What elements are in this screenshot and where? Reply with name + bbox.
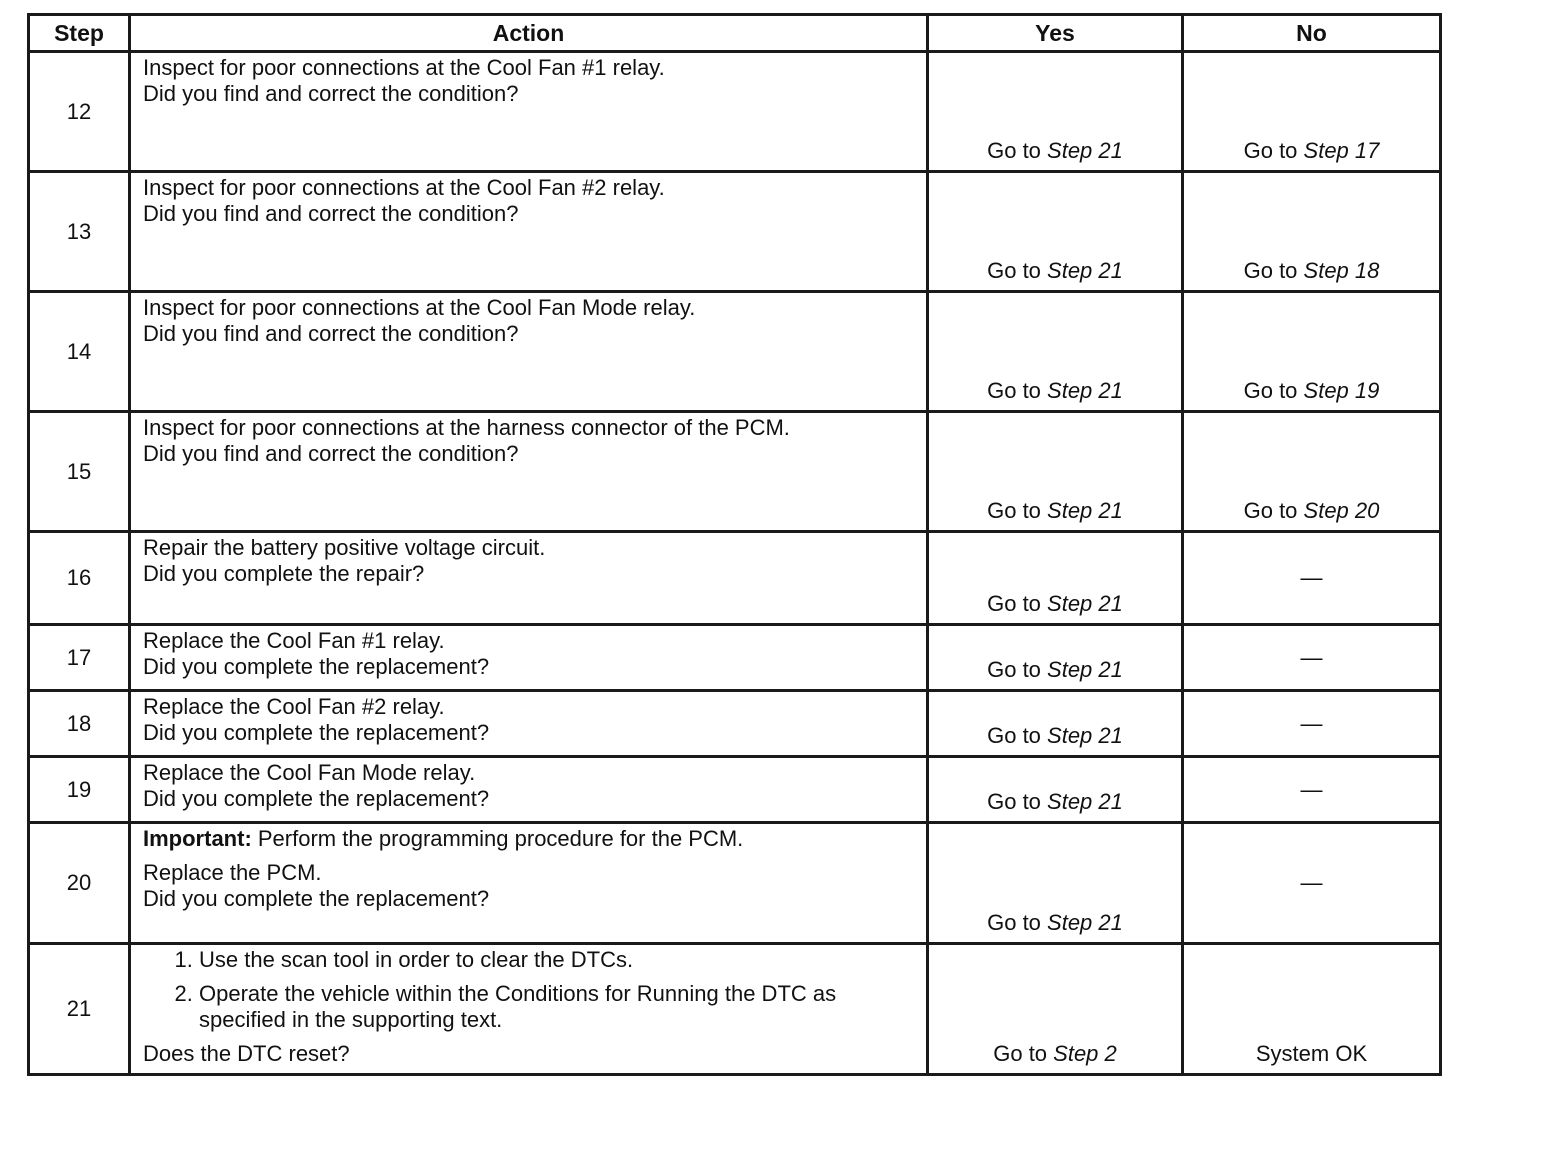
- action-question: Did you complete the replacement?: [143, 786, 490, 811]
- action-cell: [130, 757, 928, 823]
- header-step: Step: [29, 15, 130, 52]
- no-cell: Go to Step 17: [1183, 52, 1441, 172]
- no-cell: —: [1183, 532, 1441, 625]
- yes-step-link: Step 21: [1047, 591, 1123, 616]
- step-number: 19: [29, 757, 130, 823]
- action-question: Does the DTC reset?: [143, 1041, 350, 1066]
- action-question: Did you complete the repair?: [143, 561, 425, 586]
- step-number: 17: [29, 625, 130, 691]
- no-cell: —: [1183, 625, 1441, 691]
- table-row: [29, 292, 1441, 412]
- no-cell: —: [1183, 823, 1441, 944]
- yes-step-link: Step 21: [1047, 910, 1123, 935]
- action-cell: [130, 625, 928, 691]
- action-question: Did you find and correct the condition?: [143, 81, 519, 106]
- step-number: 13: [29, 172, 130, 292]
- header-row: [29, 15, 1441, 52]
- action-text: Inspect for poor connections at the harness connector of the PCM.: [143, 415, 790, 440]
- yes-cell: Go to Step 21: [928, 532, 1183, 625]
- step-number: 21: [29, 944, 130, 1075]
- action-text: Replace the Cool Fan #1 relay.: [143, 628, 445, 653]
- action-cell: [130, 823, 928, 944]
- table-row: [29, 412, 1441, 532]
- diagnostic-table: [27, 13, 1442, 1076]
- action-cell: [130, 292, 928, 412]
- yes-step-link: Step 21: [1047, 498, 1123, 523]
- action-cell: [130, 691, 928, 757]
- no-step-link: Step 19: [1303, 378, 1380, 403]
- no-step-link: Step 20: [1303, 498, 1380, 523]
- step-number: 14: [29, 292, 130, 412]
- important-label: Important:: [143, 826, 252, 851]
- action-cell: [130, 532, 928, 625]
- yes-cell: Go to Step 21: [928, 412, 1183, 532]
- header-yes: Yes: [928, 15, 1183, 52]
- no-cell: Go to Step 20: [1183, 412, 1441, 532]
- no-step-link: Step 18: [1303, 258, 1380, 283]
- yes-cell: Go to Step 21: [928, 757, 1183, 823]
- table-row: [29, 532, 1441, 625]
- yes-cell: Go to Step 21: [928, 823, 1183, 944]
- important-text: Perform the programming procedure for the PCM.: [251, 826, 744, 851]
- action-list-item: 2. Operate the vehicle within the Conditions for Running the DTC as specified in the supporting text.: [199, 981, 914, 1033]
- no-cell: Go to Step 18: [1183, 172, 1441, 292]
- action-question: Did you complete the replacement?: [143, 886, 490, 911]
- action-text: Inspect for poor connections at the Cool Fan #1 relay.: [143, 55, 665, 80]
- action-question: Did you find and correct the condition?: [143, 441, 519, 466]
- table-row: [29, 944, 1441, 1075]
- yes-cell: Go to Step 2: [928, 944, 1183, 1075]
- yes-step-link: Step 21: [1047, 258, 1123, 283]
- yes-step-link: Step 21: [1047, 138, 1123, 163]
- step-number: 18: [29, 691, 130, 757]
- action-cell: [130, 52, 928, 172]
- step-number: 20: [29, 823, 130, 944]
- table-row: [29, 52, 1441, 172]
- yes-cell: Go to Step 21: [928, 172, 1183, 292]
- important-note: [143, 826, 914, 852]
- table-row: [29, 625, 1441, 691]
- step-number: 12: [29, 52, 130, 172]
- yes-cell: Go to Step 21: [928, 52, 1183, 172]
- action-question: Did you find and correct the condition?: [143, 321, 519, 346]
- action-cell: [130, 944, 928, 1075]
- no-step-link: Step 17: [1303, 138, 1380, 163]
- action-text: Replace the Cool Fan #2 relay.: [143, 694, 445, 719]
- step-number: 16: [29, 532, 130, 625]
- action-text: Inspect for poor connections at the Cool Fan #2 relay.: [143, 175, 665, 200]
- action-question: Did you complete the replacement?: [143, 720, 490, 745]
- yes-step-link: Step 21: [1047, 657, 1123, 682]
- yes-step-link: Step 21: [1047, 789, 1123, 814]
- table-row: [29, 172, 1441, 292]
- action-text: Inspect for poor connections at the Cool Fan Mode relay.: [143, 295, 696, 320]
- action-text: Replace the Cool Fan Mode relay.: [143, 760, 476, 785]
- action-text: Replace the PCM.: [143, 860, 322, 885]
- action-cell: [130, 412, 928, 532]
- table-row: [29, 691, 1441, 757]
- no-cell: System OK: [1183, 944, 1441, 1075]
- yes-cell: Go to Step 21: [928, 691, 1183, 757]
- action-text: Repair the battery positive voltage circuit.: [143, 535, 546, 560]
- no-cell: —: [1183, 691, 1441, 757]
- no-cell: —: [1183, 757, 1441, 823]
- action-question: Did you find and correct the condition?: [143, 201, 519, 226]
- yes-step-link: Step 2: [1053, 1041, 1117, 1066]
- header-action: Action: [130, 15, 928, 52]
- action-list: [143, 947, 914, 1041]
- yes-cell: Go to Step 21: [928, 292, 1183, 412]
- yes-step-link: Step 21: [1047, 378, 1123, 403]
- no-cell: Go to Step 19: [1183, 292, 1441, 412]
- header-no: No: [1183, 15, 1441, 52]
- action-cell: [130, 172, 928, 292]
- action-list-item: 1. Use the scan tool in order to clear the DTCs.: [199, 947, 914, 973]
- table-row: [29, 757, 1441, 823]
- step-number: 15: [29, 412, 130, 532]
- yes-cell: Go to Step 21: [928, 625, 1183, 691]
- table-row: [29, 823, 1441, 944]
- action-question: Did you complete the replacement?: [143, 654, 490, 679]
- yes-step-link: Step 21: [1047, 723, 1123, 748]
